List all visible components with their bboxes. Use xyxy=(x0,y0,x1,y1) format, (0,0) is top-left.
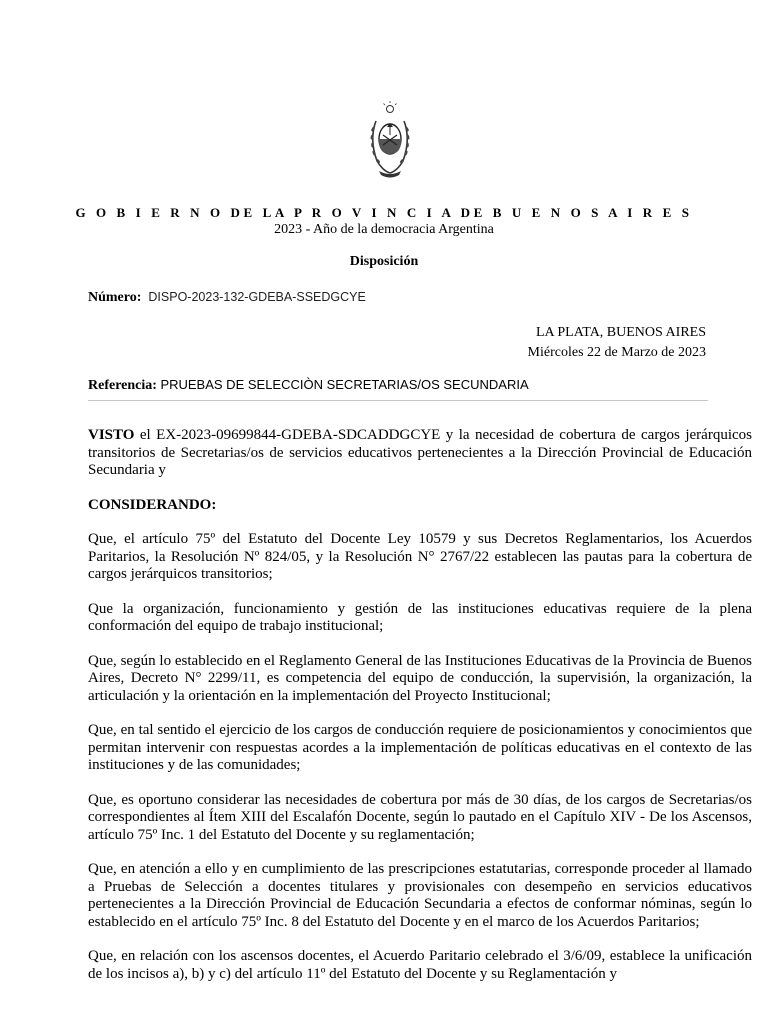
reference-value: PRUEBAS DE SELECCIÒN SECRETARIAS/OS SECUNDARIA xyxy=(160,377,529,392)
number-value: DISPO-2023-132-GDEBA-SSEDGCYE xyxy=(148,290,366,304)
reference-label: Referencia: xyxy=(88,378,157,393)
government-title: G O B I E R N O DE LA P R O V I N C I A DE B U E N O S A I R E S xyxy=(75,205,693,220)
place-line: LA PLATA, BUENOS AIRES xyxy=(535,325,706,340)
considerando-paragraph: Que, el artículo 75º del Estatuto del Docente Ley 10579 y sus Decretos Reglamentarios, los Acuerdos Paritarios, la Resolución Nº 824/05, y la Resolución N° 2767/22 establecen las pautas para la cobertura de cargos jerárquicos transitorios; xyxy=(88,531,752,582)
visto-text: el EX-2023-09699844-GDEBA-SDCADDGCYE y la necesidad de cobertura de cargos jerárquicos transitorios de Secretarias/os de servicios educativos pertenecientes a la Dirección Provincial de Educación Secundaria y xyxy=(88,427,752,478)
visto-label: VISTO xyxy=(88,427,135,443)
date-line: Miércoles 22 de Marzo de 2023 xyxy=(527,345,706,360)
considerando-paragraph: Que la organización, funcionamiento y gestión de las instituciones educativas requiere de la plena conformación del equipo de trabajo institucional; xyxy=(88,600,752,634)
considerando-paragraph: Que, es oportuno considerar las necesidades de cobertura por más de 30 días, de los cargos de Secretarias/os correspondientes al Ítem XIII del Escalafón Docente, según lo pautado en el Capítulo XIV - De los Ascensos, artículo 75º Inc. 1 del Estatuto del Docente y su reglamentación; xyxy=(88,791,752,843)
number-label: Número: xyxy=(88,290,142,305)
considerando-paragraph: Que, según lo establecido en el Reglamento General de las Instituciones Educativas de la Provincia de Buenos Aires, Decreto N° 2299/11, es competencia del equipo de conducción, la supervisión, la organización, la articulación y la orientación en la implementación del Proyecto Institucional; xyxy=(88,652,752,704)
considerando-paragraph: Que, en tal sentido el ejercicio de los cargos de conducción requiere de posicionamientos y conocimientos que permitan intervenir con respuestas acordes a la implementación de políticas educativas en el contexto de las instituciones y de las comunidades; xyxy=(88,722,752,773)
considerando-paragraph: Que, en atención a ello y en cumplimiento de las prescripciones estatutarias, corresponde proceder al llamado a Pruebas de Selección a docentes titulares y provisionales con desempeño en servicios educativos pertenecientes a la Dirección Provincial de Educación Secundaria a efectos de conformar nóminas, según lo establecido en el artículo 75º Inc. 8 del Estatuto del Docente y en el marco de los Acuerdos Paritarios; xyxy=(88,861,752,930)
document-type: Disposición xyxy=(349,254,419,269)
year-motto: 2023 - Año de la democracia Argentina xyxy=(274,222,494,237)
document-body xyxy=(88,427,752,1000)
provincial-coat-of-arms-icon xyxy=(367,101,413,181)
visto-paragraph xyxy=(88,427,752,480)
considerando-heading: CONSIDERANDO: xyxy=(88,496,217,513)
considerando-paragraph: Que, en relación con los ascensos docentes, el Acuerdo Paritario celebrado el 3/6/09, establece la unificación de los incisos a), b) y c) del artículo 11º del Estatuto del Docente y su Reglamentación y xyxy=(88,948,752,982)
header-divider xyxy=(88,400,708,401)
reference-line xyxy=(88,376,529,395)
document-number xyxy=(88,289,366,307)
